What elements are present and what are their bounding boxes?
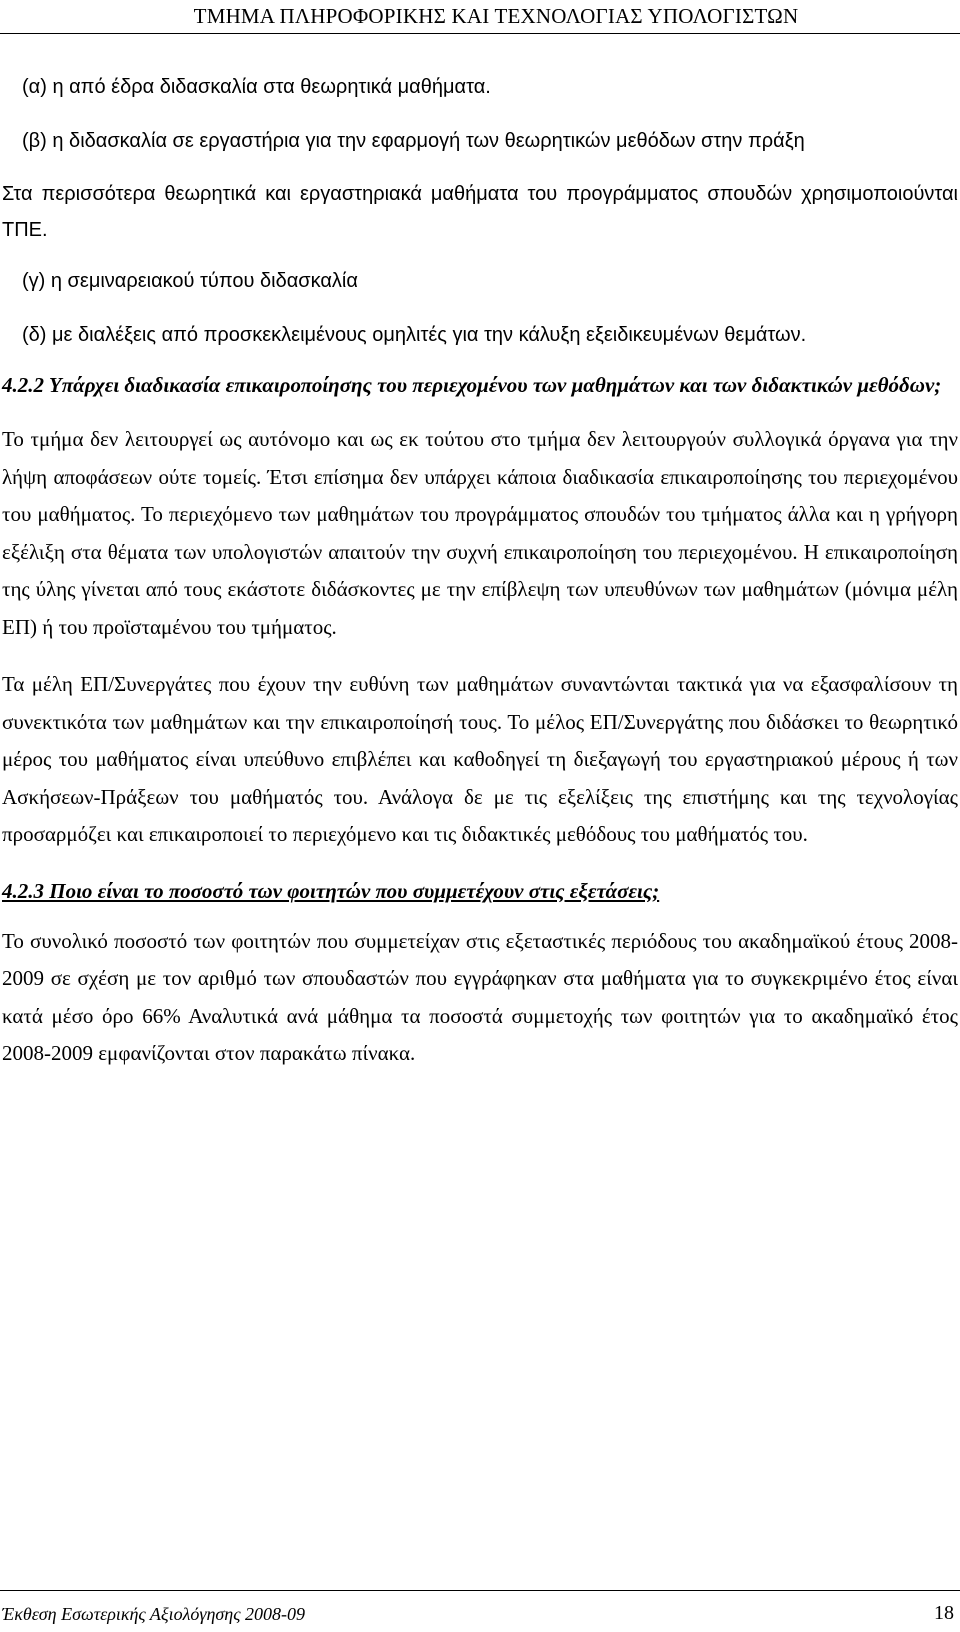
list-item-d: (δ) με διαλέξεις από προσκεκλειμένους ομηλιτές για την κάλυξη εξειδικευμένων θεμάτων. bbox=[22, 324, 807, 346]
section-4-2-3-heading: 4.2.3 Ποιο είναι το ποσοστό των φοιτητών που συμμετέχουν στις εξετάσεις; bbox=[2, 878, 660, 903]
page-header-title: ΤΜΗΜΑ ΠΛΗΡΟΦΟΡΙΚΗΣ ΚΑΙ ΤΕΧΝΟΛΟΓΙΑΣ ΥΠΟΛΟΓΙΣΤΩΝ bbox=[193, 4, 799, 28]
tpe-paragraph: Στα περισσότερα θεωρητικά και εργαστηριακά μαθήματα του προγράμματος σπουδών χρησιμοποιούνται ΤΠΕ. bbox=[2, 183, 958, 241]
footer-divider bbox=[0, 1590, 960, 1591]
page-footer bbox=[0, 1590, 960, 1624]
section-4-2-2-paragraph-1: Το τμήμα δεν λειτουργεί ως αυτόνομο και ως εκ τούτου στο τμήμα δεν λειτουργούν συλλογικά όργανα για την λήψη αποφάσεων ούτε τομείς. Έτσι επίσημα δεν υπάρχει κάποια διαδικασία επικαιροποίησης του περιεχομένου του μαθήματος. Το περιεχόμενο των μαθημάτων του προγράμματος σπουδών του τμήματος άλλα και η γρήγορη εξέλιξη στα θέματα των υπολογιστών απαιτούν την συχνή επικαιροποίηση του περιεχομένου. Η επικαιροποίηση της ύλης γίνεται από τους εκάστοτε διδάσκοντες με την επίβλεψη των υπευθύνων των μαθημάτων (μόνιμα μέλη ΕΠ) ή του προϊσταμένου του τμήματος. bbox=[2, 427, 958, 639]
list-item-b: (β) η διδασκαλία σε εργαστήρια για την εφαρμογή των θεωρητικών μεθόδων στην πράξη bbox=[22, 130, 805, 152]
list-item-a: (α) η από έδρα διδασκαλία στα θεωρητικά μαθήματα. bbox=[22, 76, 491, 98]
section-4-2-3-paragraph-1: Το συνολικό ποσοστό των φοιτητών που συμμετείχαν στις εξεταστικές περιόδους του ακαδημαϊκού έτους 2008-2009 σε σχέση με τον αριθμό των σπουδαστών που εγγράφηκαν στα μαθήματα για το συγκεκριμένο έτος είναι κατά μέσο όρο 66% Αναλυτικά ανά μάθημα τα ποσοστά συμμετοχής των φοιτητών για το ακαδημαϊκό έτος 2008-2009 εμφανίζονται στον παρακάτω πίνακα. bbox=[2, 928, 958, 1065]
list-item-c: (γ) η σεμιναρειακού τύπου διδασκαλία bbox=[22, 270, 358, 292]
section-4-2-2-paragraph-2: Τα μέλη ΕΠ/Συνεργάτες που έχουν την ευθύνη των μαθημάτων συναντώνται τακτικά για να εξασφαλίσουν τη συνεκτικότα των μαθημάτων και την επικαιροποίησή τους. Το μέλος ΕΠ/Συνεργάτης που διδάσκει το θεωρητικό μέρος του μαθήματος είναι υπεύθυνο επιβλέπει και καθοδηγεί τη διεξαγωγή του εργαστηριακού μέρους ή των Ασκήσεων-Πράξεων του μαθήματός του. Ανάλογα δε με τις εξελίξεις της επιστήμης και της τεχνολογίας προσαρμόζει και επικαιροποιεί το περιεχόμενο και τις διδακτικές μεθόδους του μαθήματός του. bbox=[2, 672, 958, 846]
header-divider bbox=[0, 33, 960, 34]
document-body bbox=[0, 70, 960, 1093]
section-4-2-2-heading: 4.2.2 Υπάρχει διαδικασία επικαιροποίησης του περιεχομένου των μαθημάτων και των διδακτικών μεθόδων; bbox=[2, 373, 942, 397]
footer-document-title: Έκθεση Εσωτερικής Αξιολόγησης 2008-09 bbox=[2, 1604, 306, 1624]
page-number: 18 bbox=[934, 1602, 954, 1624]
